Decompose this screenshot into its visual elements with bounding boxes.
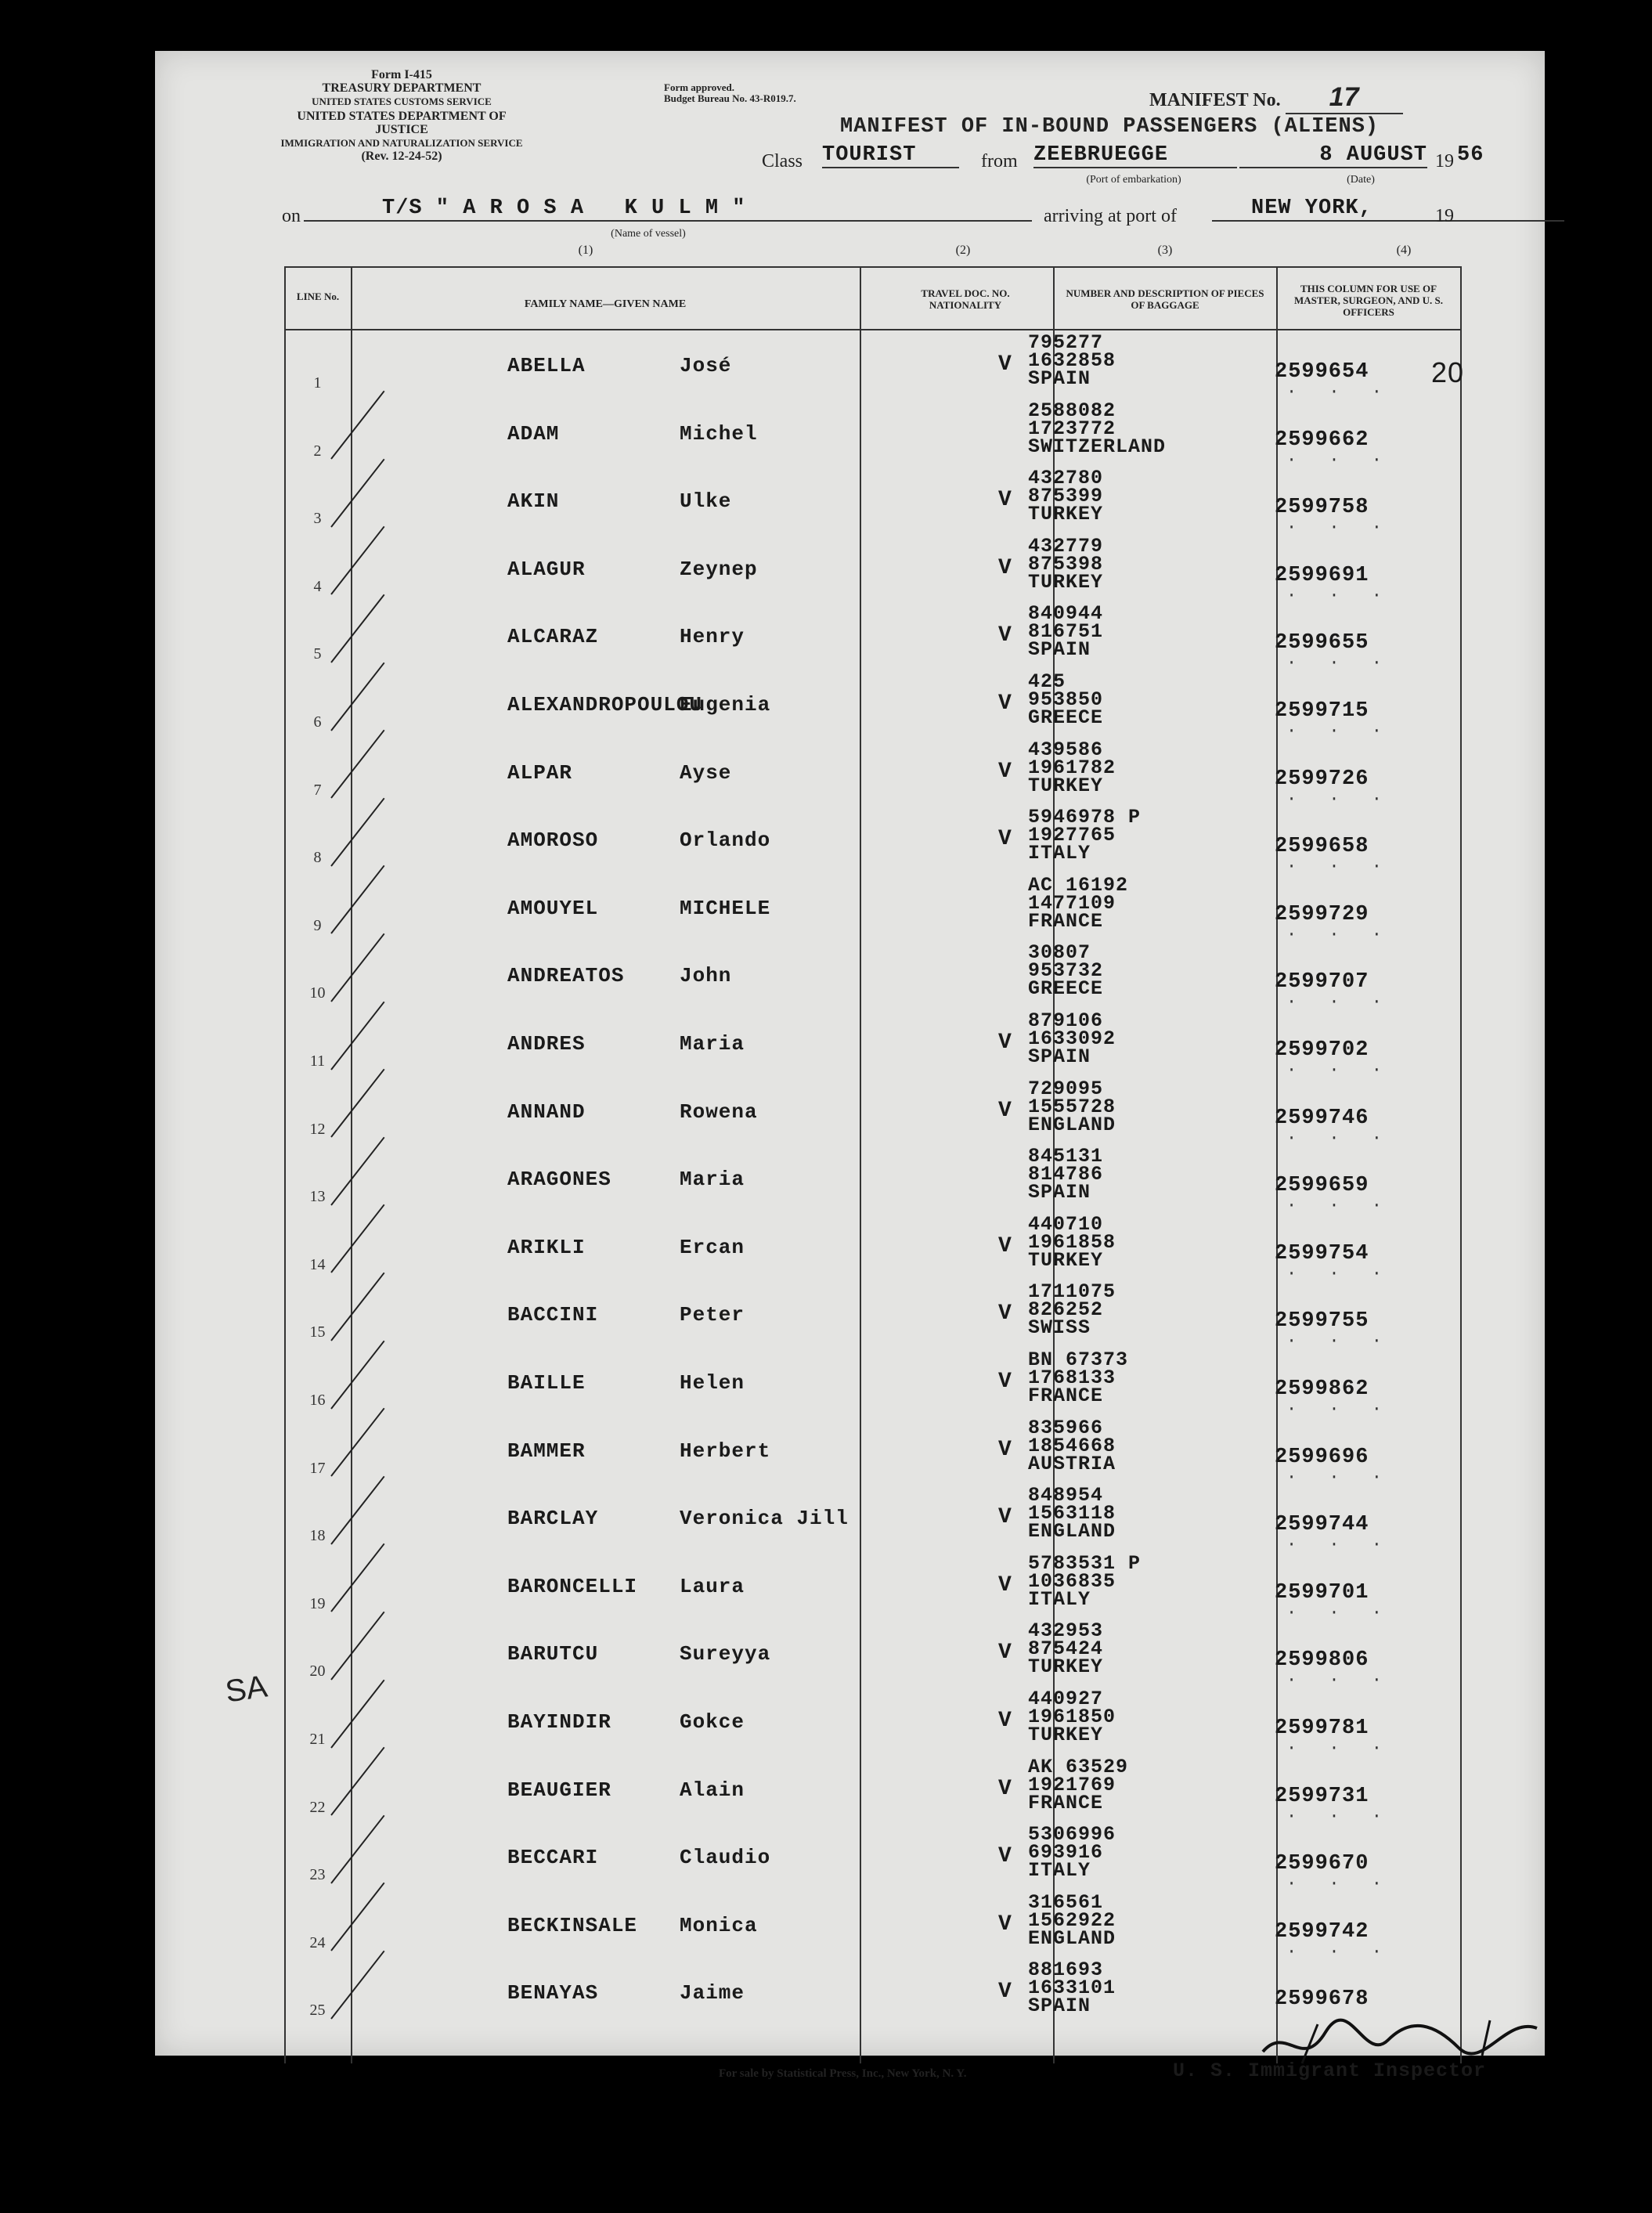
form-approval [664,82,796,104]
given-name: Veronica Jill [680,1507,849,1531]
travel-doc-nationality: 5306996 693916 ITALY [1028,1823,1116,1883]
given-name: José [680,354,732,377]
baggage-number: 2599659 [1275,1174,1369,1198]
ditto-marks: · · · [1286,1874,1394,1894]
travel-doc-nationality: 845131 814786 SPAIN [1028,1145,1104,1204]
ditto-marks: · · · [1286,1806,1394,1826]
baggage-number: 2599655 [1275,631,1369,655]
class-label: Class [762,151,803,171]
check-mark [330,1001,384,1070]
header-baggage: NUMBER AND DESCRIPTION OF PIECES OF BAGGAGE [1066,287,1264,311]
table-row [284,1482,1460,1555]
line-number: 6 [313,713,322,731]
passenger-rows [284,329,1460,2063]
travel-doc-nationality: 840944 816751 SPAIN [1028,602,1104,662]
visa-mark: V [998,827,1012,852]
travel-doc-nationality: 2588082 1723772 SWITZERLAND [1028,399,1167,458]
given-name: Maria [680,1032,745,1056]
margin-note: 20 [1431,356,1465,388]
table-row [284,1278,1460,1352]
col-number-3: (3) [1157,244,1173,257]
ditto-marks: · · · [1286,1263,1394,1283]
manifest-label: MANIFEST No. [1149,90,1281,110]
table-row [284,329,1460,402]
ditto-marks: · · · [1286,1670,1394,1691]
manifest-page [155,51,1545,2082]
travel-doc-nationality: 879106 1633092 SPAIN [1028,1009,1116,1068]
check-mark [330,1679,384,1748]
service-customs: UNITED STATES CUSTOMS SERVICE [312,96,492,107]
form-header-left [276,68,527,163]
year-suffix: 56 [1457,143,1484,167]
travel-doc-nationality: 30807 953732 GREECE [1028,941,1104,1001]
family-name: ANDREATOS [507,964,625,988]
line-number: 17 [309,1459,326,1477]
table-right-rule [1460,266,1462,2063]
visa-mark: V [998,691,1012,716]
line-number: 8 [313,849,322,867]
family-name: ALEXANDROPOULOU [507,693,703,717]
family-name: ARAGONES [507,1168,611,1192]
travel-doc-nationality: 432953 875424 TURKEY [1028,1619,1104,1679]
table-row [284,1075,1460,1148]
date-caption: (Date) [1347,174,1375,186]
family-name: AKIN [507,489,560,514]
side-mark: SA [223,1669,270,1709]
line-number: 24 [309,1933,326,1951]
ditto-marks: · · · [1286,1399,1394,1419]
table-row [284,872,1460,944]
given-name: Rowena [680,1099,758,1124]
ditto-marks: · · · [1286,585,1394,605]
ditto-marks: · · · [1286,1331,1394,1352]
family-name: BACCINI [507,1303,599,1327]
visa-mark: V [998,555,1012,580]
baggage-number: 2599670 [1275,1852,1369,1876]
line-number: 16 [309,1392,326,1409]
family-name: BARUTCU [507,1642,599,1666]
check-mark [330,1204,384,1273]
table-row [284,939,1460,1013]
manifest-number-area [1149,82,1403,114]
travel-doc-nationality: AK 63529 1921769 FRANCE [1028,1755,1129,1814]
given-name: Monica [680,1913,758,1937]
line-number: 11 [309,1052,326,1070]
given-name: Gokce [680,1710,745,1734]
given-name: Herbert [680,1439,771,1463]
line-number: 13 [309,1188,326,1206]
travel-doc-nationality: 835966 1854668 AUSTRIA [1028,1416,1116,1475]
given-name: Laura [680,1574,745,1598]
family-name: ADAM [507,421,560,446]
from-label: from [981,151,1018,171]
travel-doc-nationality: 5946978 P 1927765 ITALY [1028,806,1142,865]
line-number: 2 [313,442,322,460]
table-row [284,464,1460,538]
header-line-no: LINE No. [296,291,340,302]
baggage-number: 2599781 [1275,1717,1369,1740]
baggage-number: 2599678 [1275,1987,1369,2012]
line-number: 15 [309,1323,326,1341]
visa-mark: V [998,352,1012,377]
ditto-marks: · · · [1286,789,1394,809]
baggage-number: 2599758 [1275,496,1369,520]
service-ins: IMMIGRATION AND NATURALIZATION SERVICE [280,137,523,149]
table-row [284,397,1460,470]
baggage-number: 2599654 [1275,360,1369,384]
inspector-signature [1255,2009,1553,2079]
check-mark [330,458,384,527]
visa-mark: V [998,1709,1012,1733]
ditto-marks: · · · [1286,449,1394,470]
family-name: ARIKLI [507,1235,586,1259]
class-value: TOURIST [822,143,959,168]
baggage-number: 2599662 [1275,428,1369,452]
travel-doc-nationality: 881693 1633101 SPAIN [1028,1958,1116,2018]
given-name: Peter [680,1303,745,1327]
visa-mark: V [998,1912,1012,1937]
check-mark [330,1951,384,2020]
travel-doc-nationality: 439586 1961782 TURKEY [1028,738,1116,797]
given-name: Ayse [680,760,732,785]
family-name: BARCLAY [507,1507,599,1531]
travel-doc-nationality: 432780 875399 TURKEY [1028,467,1104,526]
table-row [284,1414,1460,1487]
check-mark [330,391,384,460]
line-number: 22 [309,1798,326,1816]
baggage-number: 2599702 [1275,1038,1369,1062]
table-row [284,1821,1460,1894]
ditto-marks: · · · [1286,653,1394,673]
table-row [284,736,1460,809]
baggage-number: 2599754 [1275,1241,1369,1265]
header-officers: THIS COLUMN FOR USE OF MASTER, SURGEON, AND U. S. OFFICERS [1294,283,1443,318]
vessel-caption: (Name of vessel) [611,228,686,240]
ditto-marks: · · · [1286,1738,1394,1758]
line-number: 19 [309,1594,326,1612]
ditto-marks: · · · [1286,1535,1394,1555]
baggage-number: 2599691 [1275,563,1369,587]
family-name: BAYINDIR [507,1710,611,1734]
table-row [284,532,1460,605]
visa-mark: V [998,623,1012,648]
visa-mark: V [998,1301,1012,1327]
family-name: BAMMER [507,1439,586,1463]
visa-mark: V [998,488,1012,513]
line-number: 21 [309,1731,326,1748]
col-number-1: (1) [578,244,593,257]
dept-justice: UNITED STATES DEPARTMENT OF JUSTICE [297,110,507,136]
baggage-number: 2599658 [1275,835,1369,859]
line-number: 7 [313,781,322,799]
line-number: 25 [309,2002,326,2020]
inspector-label: U. S. Immigrant Inspector [1173,2060,1487,2082]
line-number: 3 [313,510,322,528]
col-number-4: (4) [1396,244,1412,257]
visa-mark: V [998,1980,1012,2005]
ditto-marks: · · · [1286,1060,1394,1080]
line-number: 18 [309,1527,326,1545]
check-mark [330,1273,384,1341]
given-name: Eugenia [680,693,771,717]
check-mark [330,1340,384,1409]
given-name: MICHELE [680,896,771,920]
baggage-number: 2599731 [1275,1784,1369,1808]
line-number: 23 [309,1866,326,1884]
ditto-marks: · · · [1286,382,1394,402]
embark-port: ZEEBRUEGGE [1033,143,1237,168]
visa-mark: V [998,1031,1012,1055]
given-name: Orlando [680,829,771,853]
travel-doc-nationality: AC 16192 1477109 FRANCE [1028,873,1129,933]
form-id: Form I-415 [371,68,432,81]
travel-doc-nationality: BN 67373 1768133 FRANCE [1028,1348,1129,1407]
family-name: ANNAND [507,1099,586,1124]
header-name: FAMILY NAME—GIVEN NAME [524,298,687,310]
check-mark [330,594,384,663]
check-mark [330,1747,384,1816]
visa-mark: V [998,1844,1012,1869]
check-mark [330,662,384,731]
col-number-2: (2) [955,244,971,257]
form-rev: (Rev. 12-24-52) [361,150,442,163]
line-number: 12 [309,1120,326,1138]
family-name: BAILLE [507,1371,586,1395]
table-top-rule [284,266,1460,268]
ditto-marks: · · · [1286,721,1394,741]
travel-doc-nationality: 425 953850 GREECE [1028,670,1104,729]
given-name: Sureyya [680,1642,771,1666]
baggage-number: 2599701 [1275,1580,1369,1605]
given-name: Henry [680,625,745,649]
travel-doc-nationality: 795277 1632858 SPAIN [1028,331,1116,390]
line-number: 14 [309,1255,326,1273]
manifest-title: MANIFEST OF IN-BOUND PASSENGERS (ALIENS) [840,115,1380,139]
check-mark [330,730,384,799]
family-name: ANDRES [507,1032,586,1056]
table-row [284,1889,1460,1962]
visa-mark: V [998,1437,1012,1462]
family-name: ALPAR [507,760,573,785]
ditto-marks: · · · [1286,857,1394,877]
baggage-number: 2599715 [1275,699,1369,723]
travel-doc-nationality: 5783531 P 1036835 ITALY [1028,1551,1142,1611]
visa-mark: V [998,1641,1012,1666]
check-mark [330,933,384,1002]
travel-doc-nationality: 440710 1961858 TURKEY [1028,1212,1116,1272]
table-row [284,1007,1460,1080]
given-name: Michel [680,421,758,446]
check-mark [330,797,384,866]
line-number: 9 [313,916,322,934]
visa-mark: V [998,1370,1012,1394]
travel-doc-nationality: 729095 1555728 ENGLAND [1028,1077,1116,1136]
arriving-label: arriving at port of [1044,206,1177,226]
baggage-number: 2599742 [1275,1919,1369,1944]
family-name: ALAGUR [507,557,586,581]
check-mark [330,1543,384,1612]
check-mark [330,1475,384,1544]
approved-label: Form approved. [664,81,735,93]
table-row [284,1617,1460,1691]
ditto-marks: · · · [1286,1602,1394,1623]
baggage-number: 2599707 [1275,970,1369,995]
table-row [284,1550,1460,1623]
budget-label: Budget Bureau No. 43-R019.7. [664,92,796,104]
ditto-marks: · · · [1286,518,1394,538]
given-name: Ulke [680,489,732,514]
travel-doc-nationality: 316561 1562922 ENGLAND [1028,1890,1116,1950]
baggage-number: 2599729 [1275,902,1369,926]
given-name: Jaime [680,1981,745,2005]
check-mark [330,865,384,934]
line-number: 4 [313,577,322,595]
family-name: ABELLA [507,354,586,377]
printer-credit: For sale by Statistical Press, Inc., New York, N. Y. [719,2067,967,2080]
baggage-number: 2599862 [1275,1377,1369,1401]
check-mark [330,1136,384,1205]
arrival-port: NEW YORK, [1212,197,1564,222]
visa-mark: V [998,1572,1012,1597]
given-name: Alain [680,1778,745,1802]
given-name: Maria [680,1168,745,1192]
given-name: Claudio [680,1846,771,1870]
family-name: BENAYAS [507,1981,599,2005]
family-name: AMOROSO [507,829,599,853]
family-name: BARONCELLI [507,1574,638,1598]
travel-doc-nationality: 1711075 826252 SWISS [1028,1280,1116,1340]
visa-mark: V [998,759,1012,784]
vessel-name: T/S " A R O S A K U L M " [304,197,1032,222]
check-mark [330,1612,384,1681]
travel-doc-nationality: 432779 875398 TURKEY [1028,534,1104,594]
given-name: John [680,964,732,988]
travel-doc-nationality: 848954 1563118 ENGLAND [1028,1484,1116,1543]
table-row [284,803,1460,877]
given-name: Zeynep [680,557,758,581]
line-number: 20 [309,1662,326,1681]
visa-mark: V [998,1233,1012,1258]
baggage-number: 2599806 [1275,1648,1369,1673]
year-prefix: 19 [1435,151,1454,171]
check-mark [330,526,384,595]
ditto-marks: · · · [1286,1128,1394,1148]
visa-mark: V [998,1505,1012,1530]
visa-mark: V [998,1776,1012,1801]
table-row [284,1143,1460,1216]
ditto-marks: · · · [1286,1467,1394,1487]
arrival-year: 19 [1435,206,1454,226]
ditto-marks: · · · [1286,924,1394,944]
table-row [284,600,1460,673]
check-mark [330,1408,384,1477]
baggage-number: 2599726 [1275,767,1369,791]
table-row [284,668,1460,741]
baggage-number: 2599755 [1275,1309,1369,1334]
ditto-marks: · · · [1286,1941,1394,1962]
travel-doc-nationality: 440927 1961850 TURKEY [1028,1688,1116,1746]
check-mark [330,1883,384,1951]
table-row [284,1685,1460,1758]
ditto-marks: · · · [1286,1196,1394,1216]
dept-treasury: TREASURY DEPARTMENT [322,81,482,95]
on-label: on [282,206,301,226]
line-number: 5 [313,645,322,663]
header-travel-doc: TRAVEL DOC. NO. NATIONALITY [921,287,1010,311]
baggage-number: 2599746 [1275,1106,1369,1130]
manifest-number: 17 [1286,82,1403,114]
ditto-marks: · · · [1286,992,1394,1013]
family-name: BEAUGIER [507,1778,611,1802]
table-row [284,1346,1460,1419]
check-mark [330,1069,384,1138]
family-name: ALCARAZ [507,625,599,649]
visa-mark: V [998,1098,1012,1123]
family-name: AMOUYEL [507,896,599,920]
baggage-number: 2599696 [1275,1445,1369,1469]
given-name: Ercan [680,1235,745,1259]
baggage-number: 2599744 [1275,1513,1369,1537]
table-row [284,1753,1460,1826]
table-row [284,1211,1460,1283]
check-mark [330,1814,384,1883]
embark-caption: (Port of embarkation) [1086,174,1181,186]
family-name: BECCARI [507,1846,599,1870]
manifest-date: 8 AUGUST [1239,143,1427,168]
given-name: Helen [680,1371,745,1395]
line-number: 10 [309,984,326,1002]
family-name: BECKINSALE [507,1913,638,1937]
line-number: 1 [313,374,322,392]
